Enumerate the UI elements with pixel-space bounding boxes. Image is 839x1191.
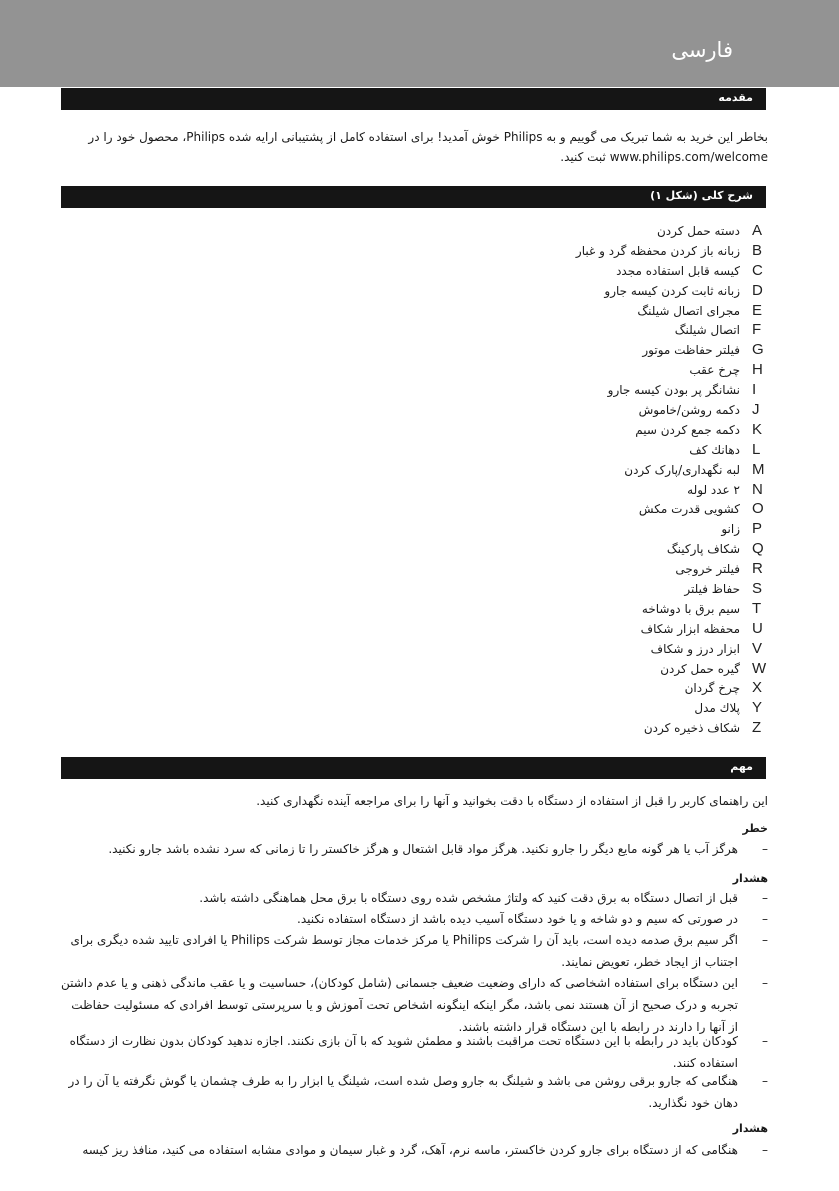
part-row bbox=[348, 560, 768, 580]
part-name: شکاف ذخیره کردن bbox=[643, 721, 740, 736]
part-letter: R bbox=[752, 560, 763, 578]
warning-heading: هشدار bbox=[732, 872, 768, 885]
language-title: فارسی bbox=[671, 38, 733, 62]
part-name: کشویی قدرت مکش bbox=[638, 502, 740, 517]
part-row bbox=[348, 441, 768, 461]
part-row bbox=[348, 401, 768, 421]
bullet-dash: – bbox=[762, 933, 768, 947]
part-row bbox=[348, 262, 768, 282]
part-name: لبه نگهداری/پارک کردن bbox=[624, 462, 740, 477]
part-row bbox=[348, 660, 768, 680]
warning-item-text: این دستگاه برای استفاده اشخاصی که دارای وضعیت ضعیف جسمانی (شامل کودکان)، حساسیت و یا عقب ماندگی ذهنی و یا عدم داشتن تجربه و درک صحیح از آن هستند نمی باشد، مگر اینکه اینگونه اشخاص تحت آموزش و یا سرپرستی توسط افرادی که مسئولیت حفاظت از آنها را دارند در رابطه با این دستگاه قرار داشته باشند. bbox=[61, 976, 738, 1034]
bullet-dash: – bbox=[762, 1034, 768, 1048]
part-letter: Y bbox=[752, 699, 763, 717]
caution-item-text: هنگامی که از دستگاه برای جارو کردن خاکستر، ماسه نرم، آهک، گرد و غبار سیمان و موادی مشابه استفاده می کنید، منافذ ریز کیسه bbox=[82, 1143, 738, 1157]
bullet-dash: – bbox=[762, 842, 768, 856]
important-heading: مهم bbox=[730, 760, 753, 773]
bullet-dash: – bbox=[762, 1143, 768, 1157]
part-row bbox=[348, 620, 768, 640]
part-row bbox=[348, 421, 768, 441]
part-letter: P bbox=[752, 520, 763, 538]
warning-item-text: قبل از اتصال دستگاه به برق دقت کنید که ولتاژ مشخص شده روی دستگاه با برق محل هماهنگی داشته باشد. bbox=[199, 891, 738, 905]
part-name: سیم برق با دوشاخه bbox=[641, 601, 740, 616]
part-name: گیره حمل کردن bbox=[660, 661, 740, 676]
part-row bbox=[348, 242, 768, 262]
part-row bbox=[348, 500, 768, 520]
part-letter: N bbox=[752, 480, 763, 498]
part-name: دکمه جمع کردن سیم bbox=[635, 422, 740, 437]
part-name: کیسه قابل استفاده مجدد bbox=[616, 263, 740, 278]
part-row bbox=[348, 321, 768, 341]
overview-section-bar bbox=[61, 186, 766, 208]
part-letter: Z bbox=[752, 719, 762, 737]
part-row bbox=[348, 540, 768, 560]
warning-item bbox=[61, 929, 768, 973]
part-name: فیلتر حفاظت موتور bbox=[642, 343, 740, 358]
part-row bbox=[348, 699, 768, 719]
part-row bbox=[348, 520, 768, 540]
part-letter: E bbox=[752, 301, 763, 319]
danger-heading: خطر bbox=[742, 822, 768, 835]
part-row bbox=[348, 640, 768, 660]
part-letter: H bbox=[752, 361, 763, 379]
part-row bbox=[348, 580, 768, 600]
bullet-dash: – bbox=[762, 891, 768, 905]
part-letter: W bbox=[752, 659, 767, 677]
part-row bbox=[348, 600, 768, 620]
part-name: دهانك كف bbox=[689, 442, 740, 457]
part-letter: U bbox=[752, 619, 763, 637]
warning-item-text: کودکان باید در رابطه با این دستگاه تحت مراقبت باشند و مطمئن شوید که با آن بازی نکنند. اجازه ندهید کودکان بدون نظارت از دستگاه استفاده کنند. bbox=[69, 1034, 738, 1070]
part-row bbox=[348, 341, 768, 361]
part-row bbox=[348, 679, 768, 699]
danger-item bbox=[61, 838, 768, 860]
intro-section-bar bbox=[61, 88, 766, 110]
part-row bbox=[348, 719, 768, 739]
part-letter: V bbox=[752, 639, 763, 657]
part-name: زانو bbox=[721, 522, 740, 537]
overview-heading: شرح کلی (شکل ۱) bbox=[650, 189, 753, 202]
intro-paragraph: بخاطر این خرید به شما تبریک می گوییم و به Philips خوش آمدید! برای استفاده کامل از پشتیبانی ارایه شده Philips، محصول خود را در www.philips.com/welcome ثبت کنید. bbox=[88, 130, 768, 164]
important-section-bar bbox=[61, 757, 766, 779]
important-intro: این راهنمای کاربر را قبل از استفاده از دستگاه با دقت بخوانید و آنها را برای مراجعه آینده نگهداری کنید. bbox=[256, 794, 768, 808]
part-name: چرخ عقب bbox=[689, 363, 740, 378]
part-letter: X bbox=[752, 679, 763, 697]
part-letter: C bbox=[752, 261, 763, 279]
part-row bbox=[348, 361, 768, 381]
part-row bbox=[348, 481, 768, 501]
warning-item bbox=[61, 908, 768, 930]
part-row bbox=[348, 302, 768, 322]
part-name: محفظه ابزار شکاف bbox=[640, 621, 740, 636]
part-letter: J bbox=[752, 401, 760, 419]
part-row bbox=[348, 381, 768, 401]
part-letter: F bbox=[752, 321, 762, 339]
warning-item bbox=[61, 972, 768, 1038]
part-letter: K bbox=[752, 420, 763, 438]
part-letter: I bbox=[752, 381, 757, 399]
part-row bbox=[348, 222, 768, 242]
warning-item-text: در صورتی که سیم و دو شاخه و یا خود دستگاه آسیب دیده باشد از دستگاه استفاده نکنید. bbox=[297, 912, 738, 926]
part-name: چرخ گردان bbox=[684, 681, 740, 696]
part-name: دسته حمل کردن bbox=[656, 224, 740, 238]
part-name: شکاف پارکینگ bbox=[666, 542, 740, 557]
part-name: ابزار درز و شکاف bbox=[650, 641, 740, 656]
caution-item bbox=[61, 1139, 768, 1161]
caution-heading: هشدار bbox=[732, 1122, 768, 1135]
part-name: مجرای اتصال شیلنگ bbox=[637, 303, 740, 318]
part-name: ۲ عدد لوله bbox=[687, 482, 740, 497]
danger-item-text: هرگز آب یا هر گونه مایع دیگر را جارو نکنید. هرگز مواد قابل اشتعال و هرگز خاکستر را تا زمانی که سرد نشده باشد جارو نکنید. bbox=[108, 842, 738, 856]
part-name: فیلتر خروجی bbox=[675, 562, 740, 577]
part-name: زبانه ثابت کردن کیسه جارو bbox=[604, 283, 740, 298]
language-header-bar bbox=[0, 0, 839, 87]
bullet-dash: – bbox=[762, 976, 768, 990]
bullet-dash: – bbox=[762, 1074, 768, 1088]
part-letter: A bbox=[752, 222, 763, 239]
part-letter: G bbox=[752, 341, 764, 359]
warning-item-text: هنگامی که جارو برقی روشن می باشد و شیلنگ به جارو وصل شده است، شیلنگ یا ابزار را به طرف چشمان یا گوش نگرفته یا آن را در دهان خود نگذارید. bbox=[68, 1074, 738, 1110]
intro-heading: مقدمه bbox=[718, 91, 753, 104]
part-name: نشانگر پر بودن کیسه جارو bbox=[607, 383, 740, 398]
parts-list bbox=[348, 222, 768, 739]
part-letter: B bbox=[752, 241, 763, 259]
part-letter: O bbox=[752, 500, 764, 518]
warning-item bbox=[61, 1070, 768, 1114]
part-letter: S bbox=[752, 580, 763, 598]
part-row bbox=[348, 282, 768, 302]
warning-item bbox=[61, 887, 768, 909]
bullet-dash: – bbox=[762, 912, 768, 926]
part-letter: L bbox=[752, 440, 761, 458]
part-name: پلاك مدل bbox=[694, 701, 740, 716]
part-name: اتصال شیلنگ bbox=[674, 323, 740, 338]
warning-item-text: اگر سیم برق صدمه دیده است، باید آن را شرکت Philips یا مرکز خدمات مجاز توسط شرکت Philips یا افرادی تایید شده دیگری برای اجتناب از ایجاد خطر، تعویض نمایند. bbox=[70, 933, 738, 969]
part-row bbox=[348, 461, 768, 481]
warning-item bbox=[61, 1030, 768, 1074]
part-letter: D bbox=[752, 281, 763, 299]
part-letter: T bbox=[752, 599, 762, 617]
part-letter: M bbox=[752, 460, 765, 478]
part-name: زبانه باز کردن محفظه گرد و غبار bbox=[575, 243, 740, 258]
part-letter: Q bbox=[752, 540, 764, 558]
part-name: دکمه روشن/خاموش bbox=[638, 403, 740, 418]
part-name: حفاظ فیلتر bbox=[684, 582, 740, 597]
